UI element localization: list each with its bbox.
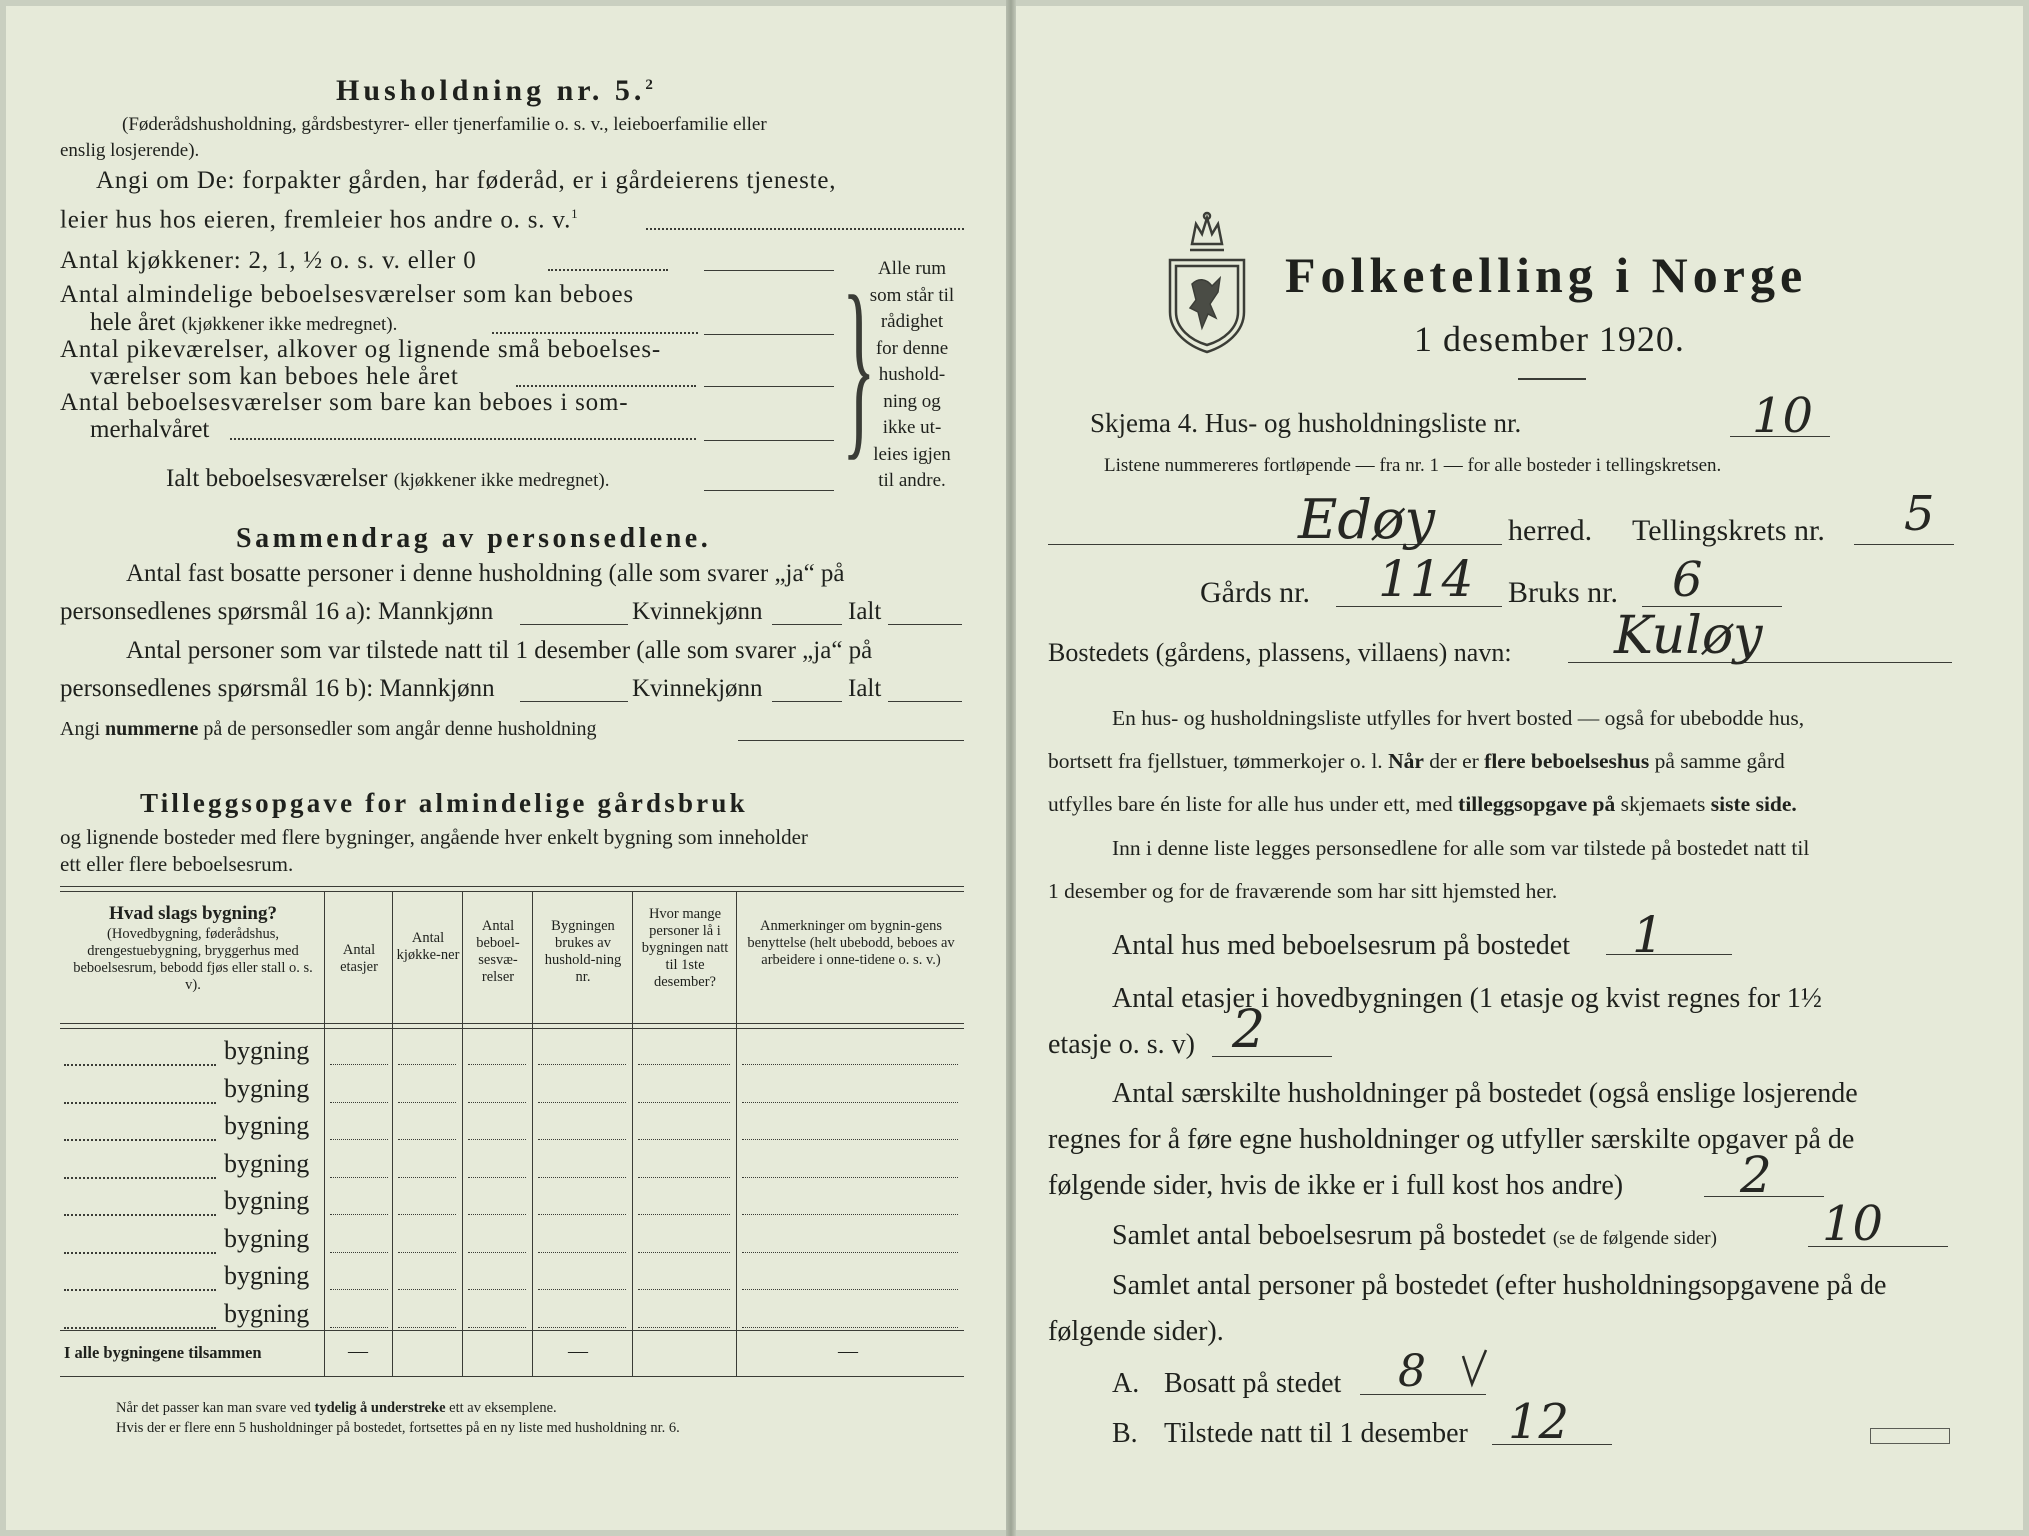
- rooms-question-note: (se de følgende sider): [1552, 1228, 1717, 1249]
- person-numbers-line: [60, 718, 597, 741]
- building-row-kind-line: [64, 1064, 216, 1066]
- floors-value: 2: [1232, 1000, 1266, 1060]
- document-date: 1 desember 1920.: [1414, 319, 1685, 359]
- building-row-cell-line: [742, 1327, 958, 1328]
- building-row-cell-line: [538, 1102, 626, 1103]
- rooms-c-line-2: merhalvåret: [90, 416, 210, 443]
- instructions-line-2: [1048, 749, 1785, 774]
- angi-line-2-text: leier hus hos eieren, fremleier hos andre o. s. v.: [60, 206, 572, 234]
- table-top-line: [60, 886, 964, 887]
- rooms-b-line-2: værelser som kan beboes hele året: [90, 363, 459, 390]
- building-row-cell-line: [330, 1102, 388, 1103]
- bruks-value: 6: [1672, 552, 1703, 608]
- building-row-cell-line: [742, 1102, 958, 1103]
- building-row-cell-line: [398, 1289, 456, 1290]
- building-row-kind-line: [64, 1214, 216, 1216]
- brace-icon: }: [842, 256, 876, 477]
- household-intro-2: enslig losjerende).: [60, 140, 200, 161]
- household-intro: (Føderådshusholdning, gårdsbestyrer- eller tjenerfamilie o. s. v., leieboerfamilie eller: [122, 114, 767, 135]
- rooms-a-note: (kjøkkener ikke medregnet).: [181, 314, 398, 335]
- total-remarks-dash: —: [838, 1340, 858, 1362]
- rooms-a-text: hele året: [90, 309, 176, 336]
- building-row-cell-line: [742, 1139, 958, 1140]
- side-note-line: rådighet: [880, 311, 944, 332]
- building-row-cell-line: [538, 1327, 626, 1328]
- angi-line-2: [60, 206, 578, 234]
- building-row-cell-line: [742, 1177, 958, 1178]
- table-header-remarks: Anmerkninger om bygnin-gens benyttelse (helt ubebodd, beboes av arbeidere i onne-tidene o. s. v.): [747, 918, 955, 968]
- instr-2e: på samme gård: [1649, 749, 1785, 773]
- angi-line-1: Angi om De: forpakter gården, har føderåd, er i gårdeierens tjeneste,: [96, 167, 837, 194]
- building-row-cell-line: [538, 1252, 626, 1253]
- building-row-cell-line: [742, 1289, 958, 1290]
- household-title-text: Husholdning nr. 5.: [336, 74, 646, 107]
- table-header-floors: Antal etasjer: [340, 942, 378, 975]
- building-row-kind-line: [64, 1102, 216, 1104]
- left-page: [6, 6, 1010, 1530]
- building-row-kind-line: [64, 1139, 216, 1141]
- houses-value: 1: [1632, 906, 1664, 964]
- instructions-line-1: En hus- og husholdningsliste utfylles for hvert bosted — også for ubebodde hus,: [1112, 706, 1805, 730]
- rooms-b-dots: [516, 385, 696, 387]
- document-title: Folketelling i Norge: [1285, 247, 1808, 303]
- footnote-1: Når det passer kan man svare ved tydelig å understreke ett av eksemplene.: [116, 1400, 557, 1416]
- floors-answer-line: [1212, 1056, 1332, 1057]
- building-row-cell-line: [742, 1214, 958, 1215]
- bruks-label: Bruks nr.: [1508, 576, 1619, 609]
- rooms-c-line-1: Antal beboelsesværelser som bare kan beboes i som-: [60, 389, 629, 416]
- checkmark-icon: [1460, 1348, 1490, 1390]
- building-row-label: bygning: [224, 1261, 310, 1290]
- building-row-cell-line: [330, 1139, 388, 1140]
- rooms-question: [1112, 1220, 1717, 1252]
- bosted-label: Bostedets (gårdens, plassens, villaens) navn:: [1048, 638, 1512, 667]
- present-text: Tilstede natt til 1 desember: [1164, 1418, 1468, 1449]
- building-row-cell-line: [638, 1139, 730, 1140]
- table-bottom-line: [60, 1376, 964, 1377]
- houses-answer-line: [1606, 954, 1732, 955]
- building-row-cell-line: [398, 1064, 456, 1065]
- floors-question-2: etasje o. s. v): [1048, 1029, 1195, 1060]
- building-row-cell-line: [638, 1064, 730, 1065]
- schema-line: Skjema 4. Hus- og husholdningsliste nr.: [1090, 408, 1522, 438]
- gards-value: 114: [1378, 550, 1474, 608]
- building-row-cell-line: [468, 1102, 526, 1103]
- building-row-cell-line: [638, 1102, 730, 1103]
- table-header-rooms: Antal beboel-sesvæ-relser: [476, 918, 520, 985]
- rooms-a-dots: [492, 332, 698, 334]
- person-numbers-prefix: Angi: [60, 718, 105, 740]
- side-note-line: hushold-: [878, 364, 946, 385]
- rooms-b-answer-line: [704, 386, 834, 387]
- table-header-kind: [66, 902, 320, 994]
- summary-a-male-line: [520, 624, 628, 625]
- building-row-cell-line: [398, 1139, 456, 1140]
- households-value: 2: [1740, 1146, 1772, 1204]
- side-note-line: ning og: [883, 390, 941, 412]
- coat-of-arms-icon: [1162, 208, 1252, 354]
- table-header-household-no: Bygningen brukes av hushold-ning nr.: [544, 918, 622, 985]
- supplement-line-2: ett eller flere beboelsesrum.: [60, 852, 294, 876]
- summary-b-female-label: Kvinnekjønn: [632, 675, 763, 702]
- building-row-label: bygning: [224, 1036, 310, 1065]
- footnote-1-bold: tydelig å understreke: [314, 1400, 446, 1416]
- side-note-line: leies igjen: [873, 443, 951, 465]
- instr-3b: tilleggsopgave på: [1458, 792, 1616, 816]
- side-note-line: Alle rum: [877, 258, 947, 279]
- rooms-value: 10: [1822, 1196, 1884, 1252]
- building-row-label: bygning: [224, 1186, 310, 1215]
- kitchens-label: Antal kjøkkener: 2, 1, ½ o. s. v. eller 0: [60, 247, 477, 274]
- building-row-kind-line: [64, 1327, 216, 1329]
- instr-2c: der er: [1423, 749, 1485, 773]
- building-row-cell-line: [398, 1252, 456, 1253]
- side-note-line: som står til: [869, 284, 955, 306]
- building-row-label: bygning: [224, 1148, 310, 1178]
- gards-label: Gårds nr.: [1200, 576, 1310, 609]
- households-question-3: følgende sider, hvis de ikke er i full kost hos andre): [1048, 1170, 1624, 1201]
- building-row-cell-line: [330, 1252, 388, 1253]
- building-row-label: bygning: [224, 1073, 310, 1103]
- instr-3c: skjemaets: [1615, 792, 1711, 816]
- instr-2d: flere beboelseshus: [1484, 749, 1650, 773]
- person-numbers-bold: nummerne: [105, 718, 199, 740]
- building-row-cell-line: [538, 1177, 626, 1178]
- persons-question-1: Samlet antal personer på bostedet (efter husholdningsopgavene på de: [1112, 1270, 1887, 1301]
- rooms-total-answer-line: [704, 490, 834, 491]
- building-row-cell-line: [330, 1064, 388, 1065]
- kitchens-dots: [548, 269, 668, 271]
- rooms-total-note: (kjøkkener ikke medregnet).: [393, 470, 610, 491]
- building-row-cell-line: [638, 1177, 730, 1178]
- side-note-line: for denne: [875, 337, 949, 359]
- angi-footnote-mark: 1: [571, 206, 579, 221]
- building-row-cell-line: [468, 1214, 526, 1215]
- building-row-cell-line: [468, 1177, 526, 1178]
- instr-2a: bortsett fra fjellstuer, tømmerkojer o. l.: [1048, 749, 1389, 773]
- building-row-cell-line: [468, 1327, 526, 1328]
- supplement-title: Tilleggsopgave for almindelige gårdsbruk: [140, 788, 748, 818]
- floors-question-1: Antal etasjer i hovedbygningen (1 etasje og kvist regnes for 1½: [1112, 983, 1822, 1014]
- building-row-kind-line: [64, 1289, 216, 1291]
- building-row-cell-line: [638, 1289, 730, 1290]
- rooms-question-text: Samlet antal beboelsesrum på bostedet: [1112, 1220, 1546, 1251]
- building-row-label: bygning: [224, 1223, 310, 1253]
- numbering-note: Listene nummereres fortløpende — fra nr. 1 — for alle bosteder i tellingskretsen.: [1104, 455, 1722, 476]
- household-title: [336, 74, 657, 108]
- table-header-kind-title: Hvad slags bygning?: [109, 903, 277, 924]
- resident-text: Bosatt på stedet: [1164, 1368, 1342, 1399]
- building-row-cell-line: [330, 1327, 388, 1328]
- summary-a-line-2: personsedlenes spørsmål 16 a): Mannkjønn: [60, 598, 494, 625]
- rooms-b-line-1: Antal pikeværelser, alkover og lignende små beboelses-: [60, 336, 662, 363]
- rooms-c-answer-line: [704, 440, 834, 441]
- schema-no-value: 10: [1752, 388, 1814, 444]
- table-header-persons: Hvor mange personer lå i bygningen natt til 1ste desember?: [641, 906, 729, 990]
- footnote-2: Hvis der er flere enn 5 husholdninger på bostedet, fortsettes på en ny liste med husholdning nr. 6.: [116, 1420, 680, 1436]
- instr-3d: siste side.: [1710, 792, 1797, 816]
- rooms-total: [166, 465, 609, 493]
- building-row-cell-line: [742, 1252, 958, 1253]
- rooms-c-dots: [230, 438, 696, 440]
- building-row-cell-line: [742, 1064, 958, 1065]
- table-header-line-2: [60, 1028, 964, 1029]
- kitchens-answer-line: [704, 270, 834, 271]
- page-fold: [1006, 0, 1016, 1536]
- instructions-line-5: 1 desember og for de fraværende som har sitt hjemsted her.: [1048, 879, 1558, 903]
- supplement-line-1: og lignende bosteder med flere bygninger, angående hver enkelt bygning som inneholder: [60, 825, 808, 849]
- summary-a-female-line: [772, 624, 842, 625]
- building-row-cell-line: [398, 1177, 456, 1178]
- tellingskrets-label: Tellingskrets nr.: [1632, 514, 1825, 547]
- table-col-divider: [462, 891, 463, 1376]
- summary-a-line-1: Antal fast bosatte personer i denne husholdning (alle som svarer „ja“ på: [126, 560, 845, 587]
- table-top-line-2: [60, 891, 964, 892]
- households-question-1: Antal særskilte husholdninger på bostedet (også enslige losjerende: [1112, 1078, 1858, 1109]
- building-row-cell-line: [638, 1214, 730, 1215]
- table-col-divider: [392, 891, 393, 1376]
- herred-label: herred.: [1508, 514, 1593, 547]
- side-note-line: til andre.: [878, 470, 946, 491]
- table-col-divider: [736, 891, 737, 1376]
- instr-3a: utfylles bare én liste for alle hus under ett, med: [1048, 792, 1459, 816]
- printer-stamp: [1870, 1428, 1950, 1444]
- table-col-divider: [324, 891, 325, 1376]
- title-rule: [1518, 378, 1586, 380]
- summary-b-total-label: Ialt: [848, 675, 882, 702]
- building-row-kind-line: [64, 1252, 216, 1254]
- rooms-side-note: [862, 256, 962, 495]
- houses-question: Antal hus med beboelsesrum på bostedet: [1112, 930, 1571, 961]
- summary-b-male-line: [520, 701, 628, 702]
- summary-b-line-1: Antal personer som var tilstede natt til 1 desember (alle som svarer „ja“ på: [126, 637, 873, 664]
- instr-2b: Når: [1388, 749, 1424, 773]
- summary-a-total-line: [888, 624, 962, 625]
- building-row-cell-line: [538, 1289, 626, 1290]
- building-row-cell-line: [330, 1214, 388, 1215]
- rooms-a-line-1: Antal almindelige beboelsesværelser som kan beboes: [60, 281, 634, 308]
- table-total-line: [60, 1330, 964, 1331]
- bosted-value: Kuløy: [1614, 606, 1763, 666]
- resident-value: 8: [1398, 1346, 1426, 1397]
- rooms-a-line-2: [90, 309, 397, 337]
- person-numbers-rest: på de personsedler som angår denne husholdning: [198, 718, 597, 740]
- total-floors-dash: —: [348, 1340, 368, 1362]
- building-row-cell-line: [538, 1214, 626, 1215]
- building-row-cell-line: [638, 1252, 730, 1253]
- summary-b-line-2: personsedlenes spørsmål 16 b): Mannkjønn: [60, 675, 495, 702]
- building-row-cell-line: [638, 1327, 730, 1328]
- table-header-kind-sub: (Hovedbygning, føderådshus, drengestuebygning, bryggerhus med beboelsesrum, bebodd fjøs eller stall o. s. v).: [73, 926, 313, 993]
- building-row-cell-line: [468, 1064, 526, 1065]
- building-row-cell-line: [330, 1177, 388, 1178]
- herred-value: Edøy: [1298, 488, 1436, 551]
- summary-b-female-line: [772, 701, 842, 702]
- side-note-line: ikke ut-: [882, 417, 942, 438]
- present-label: B.: [1112, 1418, 1138, 1449]
- building-row-cell-line: [468, 1139, 526, 1140]
- building-row-cell-line: [538, 1139, 626, 1140]
- building-row-cell-line: [398, 1214, 456, 1215]
- angi-answer-line: [646, 228, 964, 230]
- building-row-cell-line: [330, 1289, 388, 1290]
- total-household-dash: —: [568, 1340, 588, 1362]
- table-col-divider: [532, 891, 533, 1376]
- building-row-label: bygning: [224, 1111, 310, 1140]
- summary-title: Sammendrag av personsedlene.: [236, 523, 712, 554]
- building-row-cell-line: [398, 1102, 456, 1103]
- person-numbers-answer-line: [738, 740, 964, 741]
- resident-label: A.: [1112, 1368, 1140, 1399]
- household-title-footnote-mark: 2: [645, 77, 657, 93]
- building-row-cell-line: [468, 1289, 526, 1290]
- persons-question-2: følgende sider).: [1048, 1316, 1224, 1347]
- table-header-kitchens: Antal kjøkke-ner: [396, 930, 460, 963]
- households-question-2: regnes for å føre egne husholdninger og utfyller særskilte opgaver på de: [1048, 1124, 1855, 1155]
- building-row-cell-line: [538, 1064, 626, 1065]
- tellingskrets-value: 5: [1904, 486, 1935, 542]
- present-value: 12: [1508, 1394, 1570, 1450]
- total-row-label: I alle bygningene tilsammen: [64, 1343, 262, 1362]
- table-header-line: [60, 1023, 964, 1024]
- building-row-kind-line: [64, 1177, 216, 1179]
- summary-a-female-label: Kvinnekjønn: [632, 598, 763, 625]
- rooms-total-label: Ialt beboelsesværelser: [166, 465, 388, 492]
- instructions-line-3: [1048, 792, 1797, 817]
- summary-a-total-label: Ialt: [848, 598, 882, 625]
- instructions-line-4: Inn i denne liste legges personsedlene for alle som var tilstede på bostedet natt til: [1112, 836, 1810, 860]
- table-col-divider: [632, 891, 633, 1376]
- tellingskrets-line: [1854, 544, 1954, 545]
- building-row-cell-line: [398, 1327, 456, 1328]
- building-row-label: bygning: [224, 1298, 310, 1328]
- rooms-a-answer-line: [704, 334, 834, 335]
- building-row-cell-line: [468, 1252, 526, 1253]
- summary-b-total-line: [888, 701, 962, 702]
